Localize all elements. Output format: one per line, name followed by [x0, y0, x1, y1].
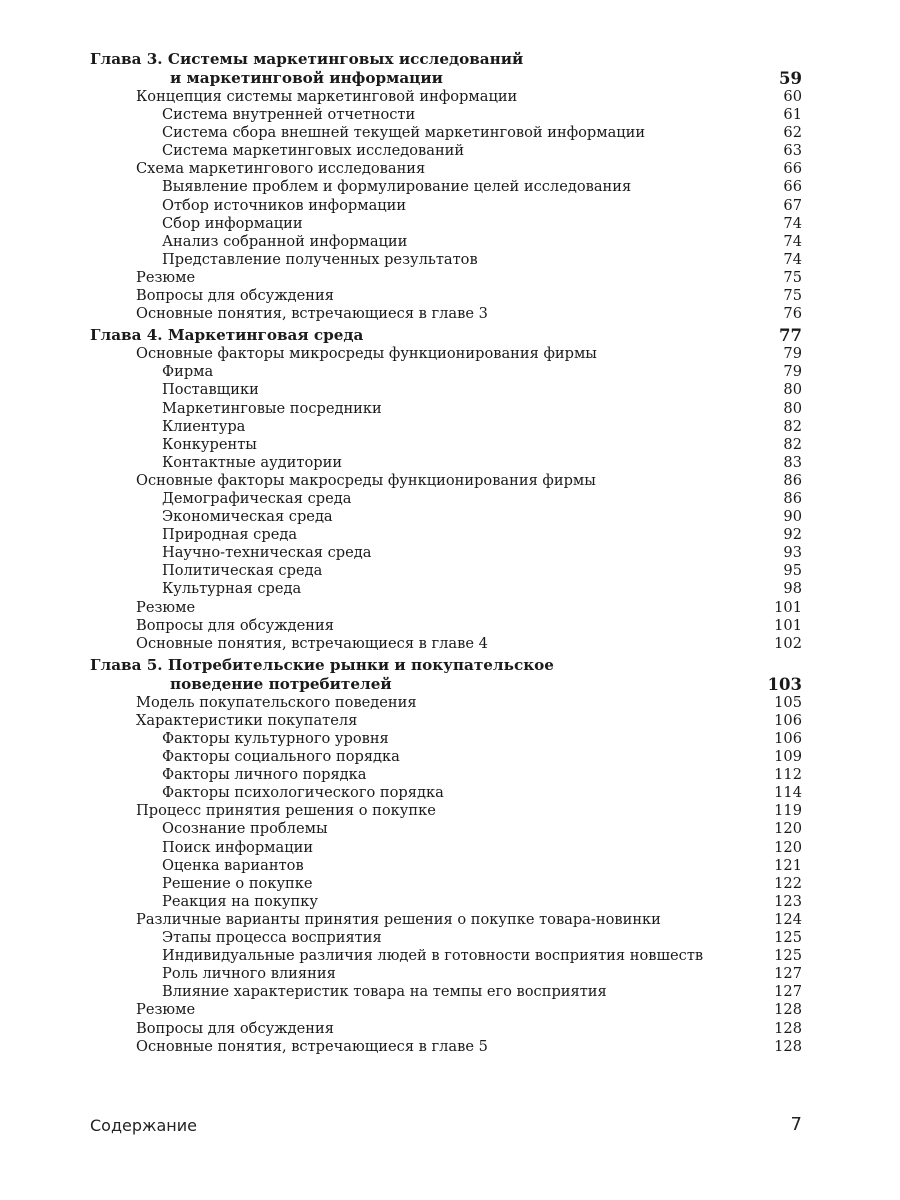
toc-entry-title: поведение потребителей	[170, 674, 392, 693]
toc-entry-title: Научно-техническая среда	[162, 544, 372, 562]
toc-entry-page: 67	[783, 196, 802, 214]
toc-entry-page: 93	[783, 544, 802, 562]
toc-entry-title: Процесс принятия решения о покупке	[136, 802, 436, 820]
toc-entry-page: 66	[783, 178, 802, 196]
toc-entry-page: 79	[783, 345, 802, 363]
toc-entry-page: 63	[783, 142, 802, 160]
toc-entry	[90, 712, 802, 730]
toc-entry	[90, 965, 802, 983]
toc-entry	[90, 929, 802, 947]
toc-entry-page: 123	[774, 892, 802, 910]
toc-entry	[90, 233, 802, 251]
toc-entry-page: 75	[783, 268, 802, 286]
toc-entry-title: Основные факторы микросреды функционирования фирмы	[136, 345, 597, 363]
toc-entry-title: Факторы психологического порядка	[162, 784, 444, 802]
toc-entry-title: Политическая среда	[162, 562, 323, 580]
toc-entry-title: Клиентура	[162, 417, 246, 435]
toc-entry	[90, 381, 802, 399]
toc-entry-title: Основные понятия, встречающиеся в главе 4	[136, 634, 488, 652]
toc-entry-title: Основные факторы макросреды функционирования фирмы	[136, 471, 596, 489]
toc-entry-title: Культурная среда	[162, 580, 302, 598]
toc-entry-title: Выявление проблем и формулирование целей исследования	[162, 178, 632, 196]
toc-entry-title: Индивидуальные различия людей в готовности восприятия новшеств	[162, 947, 704, 965]
toc-entry	[90, 580, 802, 598]
toc-entry	[90, 617, 802, 635]
toc-entry-page: 127	[774, 983, 802, 1001]
toc-entry	[90, 305, 802, 323]
toc-entry-title: Этапы процесса восприятия	[162, 929, 382, 947]
toc-entry-title: и маркетинговой информации	[170, 69, 443, 87]
toc-entry-title: Влияние характеристик товара на темпы его восприятия	[162, 983, 607, 1001]
toc-entry-page: 80	[783, 399, 802, 417]
toc-entry-title: Вопросы для обсуждения	[136, 1019, 334, 1037]
toc-entry-title: Анализ собранной информации	[162, 232, 408, 250]
toc-entry-title: Факторы личного порядка	[162, 766, 367, 784]
toc-entry-title: Контактные аудитории	[162, 453, 343, 471]
toc-entry-title: Схема маркетингового исследования	[136, 160, 426, 178]
table-of-contents	[90, 50, 802, 1056]
toc-entry	[90, 178, 802, 196]
toc-entry-page: 103	[767, 674, 802, 694]
toc-entry-page: 125	[774, 947, 802, 965]
toc-entry	[90, 766, 802, 784]
toc-entry-page: 86	[783, 489, 802, 507]
toc-entry	[90, 1001, 802, 1019]
toc-entry-title: Демографическая среда	[162, 489, 352, 507]
toc-entry-title: Вопросы для обсуждения	[136, 616, 334, 634]
toc-entry	[90, 730, 802, 748]
chapter-heading	[90, 50, 802, 69]
toc-entry-title: Различные варианты принятия решения о покупке товара-новинки	[136, 910, 661, 928]
toc-entry-page: 80	[783, 381, 802, 399]
toc-entry-page: 122	[774, 874, 802, 892]
toc-entry-page: 119	[774, 802, 802, 820]
toc-entry-page: 105	[774, 693, 802, 711]
toc-entry	[90, 345, 802, 363]
toc-entry-title: Глава 3. Системы маркетинговых исследований	[90, 50, 524, 68]
toc-entry-page: 82	[783, 435, 802, 453]
toc-entry	[90, 454, 802, 472]
toc-entry-page: 86	[783, 471, 802, 489]
toc-entry-title: Система внутренней отчетности	[162, 106, 416, 124]
toc-entry-page: 128	[774, 1019, 802, 1037]
toc-entry	[90, 983, 802, 1001]
toc-entry	[90, 251, 802, 269]
toc-entry-page: 74	[783, 232, 802, 250]
chapter-heading	[90, 675, 802, 694]
toc-entry	[90, 526, 802, 544]
toc-entry-title: Система сбора внешней текущей маркетинговой информации	[162, 124, 646, 142]
toc-entry	[90, 142, 802, 160]
toc-entry-page: 92	[783, 526, 802, 544]
toc-entry-title: Глава 4. Маркетинговая среда	[90, 326, 364, 345]
toc-entry-title: Маркетинговые посредники	[162, 399, 382, 417]
toc-entry-page: 101	[774, 616, 802, 634]
toc-entry-page: 125	[774, 929, 802, 947]
toc-entry-page: 62	[783, 124, 802, 142]
toc-entry-page: 79	[783, 363, 802, 381]
toc-entry	[90, 1038, 802, 1056]
toc-entry	[90, 893, 802, 911]
toc-entry-page: 102	[774, 634, 802, 652]
toc-entry	[90, 820, 802, 838]
toc-entry-title: Модель покупательского поведения	[136, 693, 417, 711]
toc-entry-title: Сбор информации	[162, 214, 303, 232]
toc-entry-title: Фирма	[162, 363, 214, 381]
toc-entry-title: Факторы социального порядка	[162, 748, 400, 766]
toc-entry	[90, 215, 802, 233]
toc-entry-title: Экономическая среда	[162, 508, 333, 526]
toc-entry-page: 128	[774, 1001, 802, 1019]
toc-entry	[90, 947, 802, 965]
toc-entry-page: 106	[774, 711, 802, 729]
toc-entry	[90, 875, 802, 893]
toc-entry	[90, 418, 802, 436]
toc-entry	[90, 269, 802, 287]
toc-entry-page: 120	[774, 820, 802, 838]
toc-entry-page: 98	[783, 580, 802, 598]
toc-entry	[90, 197, 802, 215]
toc-entry-title: Отбор источников информации	[162, 196, 407, 214]
toc-entry-title: Природная среда	[162, 526, 298, 544]
toc-entry-page: 74	[783, 250, 802, 268]
toc-entry	[90, 436, 802, 454]
toc-entry-title: Оценка вариантов	[162, 856, 304, 874]
running-footer-section: Содержание	[90, 1116, 197, 1135]
toc-entry	[90, 363, 802, 381]
toc-entry-title: Конкуренты	[162, 435, 257, 453]
toc-entry	[90, 635, 802, 653]
toc-entry-page: 109	[774, 748, 802, 766]
toc-entry-page: 124	[774, 910, 802, 928]
toc-entry-title: Резюме	[136, 1001, 196, 1019]
toc-entry	[90, 106, 802, 124]
toc-entry-title: Основные понятия, встречающиеся в главе 5	[136, 1037, 488, 1055]
toc-entry	[90, 124, 802, 142]
toc-entry-title: Основные понятия, встречающиеся в главе 3	[136, 305, 488, 323]
toc-entry-page: 128	[774, 1037, 802, 1055]
toc-entry	[90, 1020, 802, 1038]
toc-entry-page: 101	[774, 598, 802, 616]
toc-entry-page: 60	[783, 88, 802, 105]
toc-entry-page: 74	[783, 214, 802, 232]
toc-entry-title: Реакция на покупку	[162, 892, 318, 910]
toc-entry-title: Решение о покупке	[162, 874, 313, 892]
toc-entry-title: Резюме	[136, 268, 196, 286]
toc-entry-title: Поиск информации	[162, 838, 314, 856]
toc-entry	[90, 508, 802, 526]
toc-entry	[90, 88, 802, 106]
toc-entry-title: Поставщики	[162, 381, 259, 399]
toc-entry-page: 59	[779, 69, 802, 88]
toc-entry	[90, 839, 802, 857]
toc-entry-page: 127	[774, 965, 802, 983]
toc-entry-page: 112	[774, 766, 802, 784]
toc-entry-page: 66	[783, 160, 802, 178]
chapter-heading	[90, 326, 802, 345]
toc-entry-page: 120	[774, 838, 802, 856]
toc-entry-page: 121	[774, 856, 802, 874]
toc-entry-page: 90	[783, 508, 802, 526]
toc-entry-page: 83	[783, 453, 802, 471]
toc-entry-title: Резюме	[136, 598, 196, 616]
toc-entry-page: 106	[774, 730, 802, 747]
toc-entry	[90, 748, 802, 766]
toc-entry	[90, 490, 802, 508]
toc-entry	[90, 802, 802, 820]
chapter-heading	[90, 69, 802, 88]
toc-entry	[90, 911, 802, 929]
toc-entry-title: Роль личного влияния	[162, 965, 336, 983]
toc-entry-title: Вопросы для обсуждения	[136, 287, 334, 305]
toc-entry	[90, 857, 802, 875]
toc-entry-page: 95	[783, 562, 802, 580]
toc-entry	[90, 694, 802, 712]
toc-entry	[90, 562, 802, 580]
toc-entry-title: Глава 5. Потребительские рынки и покупательское	[90, 655, 554, 674]
toc-entry-page: 77	[779, 326, 802, 346]
page-number: 7	[790, 1114, 802, 1135]
toc-entry	[90, 287, 802, 305]
toc-entry	[90, 544, 802, 562]
toc-entry	[90, 160, 802, 178]
toc-entry-title: Осознание проблемы	[162, 820, 328, 838]
toc-entry-page: 82	[783, 417, 802, 435]
toc-entry	[90, 784, 802, 802]
toc-entry-page: 114	[774, 784, 802, 802]
toc-entry	[90, 400, 802, 418]
toc-entry-page: 75	[783, 287, 802, 305]
toc-entry-title: Представление полученных результатов	[162, 250, 478, 268]
toc-entry-page: 76	[783, 305, 802, 323]
toc-entry-title: Система маркетинговых исследований	[162, 142, 465, 160]
toc-entry	[90, 599, 802, 617]
toc-entry-title: Концепция системы маркетинговой информации	[136, 88, 518, 105]
toc-entry-title: Характеристики покупателя	[136, 711, 358, 729]
toc-entry-page: 61	[783, 106, 802, 124]
toc-entry-title: Факторы культурного уровня	[162, 730, 389, 747]
chapter-heading	[90, 656, 802, 675]
toc-entry	[90, 472, 802, 490]
